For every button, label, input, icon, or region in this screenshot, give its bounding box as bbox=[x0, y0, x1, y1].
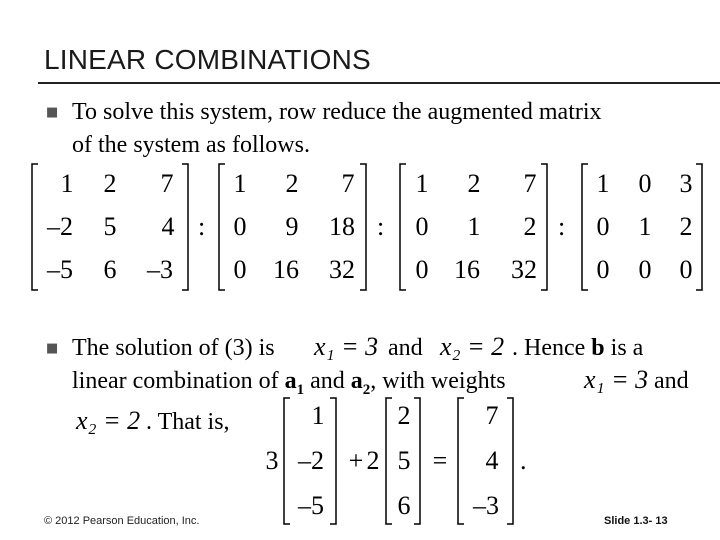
bullet2-line3: . That is, bbox=[146, 409, 230, 435]
m1-r2c3: 4 bbox=[161, 212, 175, 241]
m3-r2c1: 0 bbox=[415, 212, 429, 241]
bullet2-line2: linear combination of $a_1$ and $a_2$, with weights bbox=[72, 368, 506, 398]
m2-r1c3: 7 bbox=[341, 169, 355, 198]
vector-a2-column bbox=[386, 398, 420, 524]
m2-r3c3: 32 bbox=[329, 255, 355, 284]
m4-r3c3: 0 bbox=[679, 255, 693, 284]
m1-r1c2: 2 bbox=[103, 169, 117, 198]
separator-3: : bbox=[558, 212, 566, 241]
v1-entry-3: –5 bbox=[298, 491, 324, 520]
v3-entry-3: –3 bbox=[473, 491, 499, 520]
m4-r1c2: 0 bbox=[638, 169, 652, 198]
m2-r2c2: 9 bbox=[285, 212, 299, 241]
x2-equals-2: x₂ = 2 bbox=[440, 332, 505, 361]
slide-title: LINEAR COMBINATIONS bbox=[44, 44, 371, 75]
v3-entry-2: 4 bbox=[485, 446, 499, 475]
m3-r3c2: 16 bbox=[454, 255, 480, 284]
m4-r2c2: 1 bbox=[638, 212, 652, 241]
coefficient-2: 2 bbox=[366, 446, 380, 475]
m2-r3c1: 0 bbox=[233, 255, 247, 284]
v2-entry-3: 6 bbox=[397, 491, 411, 520]
v1-entry-1: 1 bbox=[311, 401, 325, 430]
bullet-icon: ■ bbox=[46, 105, 59, 120]
m3-r1c1: 1 bbox=[415, 169, 429, 198]
bullet1-line1: To solve this system, row reduce the augmented matrix bbox=[72, 99, 602, 125]
x1-equals-3: x₁ = 3 bbox=[314, 332, 379, 361]
bullet-icon: ■ bbox=[46, 341, 59, 356]
bullet1-line2: of the system as follows. bbox=[72, 132, 310, 158]
m4-r3c2: 0 bbox=[638, 255, 652, 284]
x1-equals-3-weight: x₁ = 3 bbox=[584, 365, 649, 394]
equals-sign: = bbox=[432, 446, 448, 475]
m1-r3c2: 6 bbox=[103, 255, 117, 284]
m4-r3c1: 0 bbox=[596, 255, 610, 284]
m1-r1c3: 7 bbox=[160, 169, 174, 198]
m2-r2c3: 18 bbox=[329, 212, 355, 241]
m2-r1c2: 2 bbox=[285, 169, 299, 198]
m2-r2c1: 0 bbox=[233, 212, 247, 241]
m3-r3c3: 32 bbox=[511, 255, 537, 284]
m1-r2c2: 5 bbox=[103, 212, 117, 241]
vector-b-column bbox=[458, 398, 513, 524]
m3-r1c2: 2 bbox=[467, 169, 481, 198]
vector-a1: a bbox=[284, 368, 297, 394]
m1-r1c1: 1 bbox=[60, 169, 74, 198]
vector-a2: a bbox=[350, 368, 363, 394]
m3-r3c1: 0 bbox=[415, 255, 429, 284]
plus-sign: + bbox=[348, 446, 364, 475]
v3-entry-1: 7 bbox=[485, 401, 499, 430]
x2-equals-2-weight: x₂ = 2 bbox=[76, 406, 141, 435]
slide-number: Slide 1.3- 13 bbox=[604, 515, 668, 527]
m3-r2c2: 1 bbox=[467, 212, 481, 241]
m3-r2c3: 2 bbox=[523, 212, 537, 241]
equation-period: . bbox=[520, 446, 527, 475]
m1-r3c3: –3 bbox=[147, 255, 173, 284]
bullet2-line2-and: and bbox=[654, 368, 689, 394]
vector-a1-column bbox=[284, 398, 336, 524]
separator-1: : bbox=[198, 212, 206, 241]
vector-b: b bbox=[591, 335, 605, 361]
m2-r1c1: 1 bbox=[233, 169, 247, 198]
bullet2-line1-hence: . Hence b is a bbox=[512, 335, 644, 361]
v2-entry-1: 2 bbox=[397, 401, 411, 430]
bullet2-line1-a: The solution of (3) is bbox=[72, 335, 275, 361]
v2-entry-2: 5 bbox=[397, 446, 411, 475]
m2-r3c2: 16 bbox=[273, 255, 299, 284]
v1-entry-2: –2 bbox=[298, 446, 324, 475]
m3-r1c3: 7 bbox=[523, 169, 537, 198]
coefficient-3: 3 bbox=[265, 446, 279, 475]
m1-r3c1: –5 bbox=[47, 255, 73, 284]
m4-r2c3: 2 bbox=[679, 212, 693, 241]
separator-2: : bbox=[377, 212, 385, 241]
m4-r1c3: 3 bbox=[679, 169, 693, 198]
m4-r1c1: 1 bbox=[596, 169, 610, 198]
m1-r2c1: –2 bbox=[47, 212, 73, 241]
m4-r2c1: 0 bbox=[596, 212, 610, 241]
bullet2-line1-and: and bbox=[388, 335, 423, 361]
copyright-footer: © 2012 Pearson Education, Inc. bbox=[44, 515, 200, 527]
